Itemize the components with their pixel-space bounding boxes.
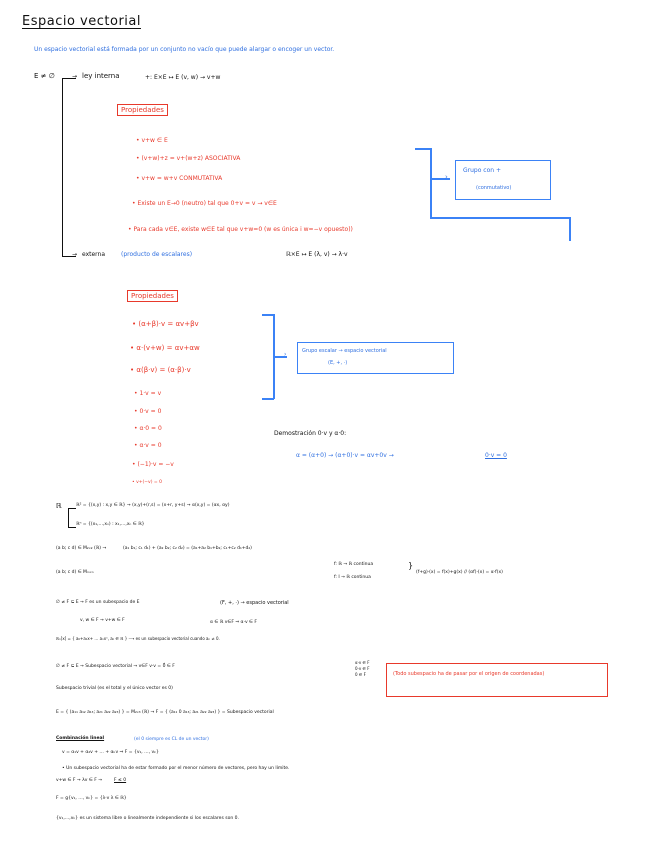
combinacion-closure-result: F ≤ 0 [114,778,127,783]
brace-icon: } [408,561,414,570]
arrow-right-icon: › [445,173,448,181]
r2-definition: ℝ² = {(x,y) : x,y ∈ ℝ} → (x,y)+(r,s) = (x+r, y+s) → α(x,y) = (αx, αy) [76,503,230,508]
prop-item: • Para cada v∈E, existe w∈E tal que v+w=0 (w es única i w=−v opuesto)) [128,226,353,233]
prop-item: • Existe un E→0 (neutro) tal que 0+v = v → v∈E [132,200,277,207]
arrow-right-icon: → [72,251,78,258]
group-box-interna [455,160,551,200]
definition-text: Un espacio vectorial está formada por un conjunto no vacío que puede alargar o encoger un vector. [34,46,335,53]
subspace-closure-scalar: α ∈ ℝ v∈F ⇒ α·v ∈ F [210,620,257,625]
arrow-right-icon: → [72,73,78,80]
matrix-mxn: (a b; c d) ∈ Mₘₓₙ [56,570,94,575]
generated-subspace: F = g{v₁, …, vₖ} = {λ·v λ ∈ ℝ} [56,796,127,801]
bracket-vertical [430,148,432,218]
prop-item: • α·(v+w) = αv+αw [130,344,200,352]
prop-item: • v+(−v) = 0 [132,480,162,485]
bracket-end [569,217,571,241]
subspace-condition: ∅ ≠ F ⊆ E → Subespacio vectorial → v∈F v·v = 0⃗ ∈ F [56,664,175,669]
subspace-def: ∅ ≠ F ⊆ E → F es un subespacio de E [56,600,140,605]
polynomial-space: ℝₙ[x] = { a₀+a₁x+ … aₙxⁿ, aₙ ∈ ℝ } ⟶ es un subespacio vectorial cuando aₙ ≠ 0. [56,636,220,641]
trivial-subspace: Subespacio trivial (es el total y el único vector es 0) [56,686,173,691]
prop-item: • (v+w)+z = v+(w+z) ASOCIATIVA [136,155,241,162]
reals-label: ℝ [56,502,62,510]
combinacion-bullet: • Un subespacio vectorial ha de estar formado por el menor número de vectores, pero hay un límite. [62,766,290,771]
tree-vertical-line [68,508,69,528]
subspace-closure-sum: v, w ∈ F → v+w ∈ F [80,618,125,623]
linear-independence: {v₁,…,vₖ} es un sistema libre o linealmente independiente si los escalares son 0. [56,816,239,821]
bracket-bottom [430,217,570,219]
ley-externa-formula: ℝ×E ↦ E (λ, v) → λ·v [286,251,348,258]
propiedades-heading: Propiedades [127,290,178,302]
origin-note-box [386,663,608,697]
origin-note: (Todo subespacio ha de pasar por el origen de coordenadas) [393,671,545,677]
combinacion-closure: v+w ∈ F → λv ∈ F → [56,778,103,783]
stack-line: 0 ∈ F [355,672,366,677]
stack-line: α·v ∈ F [355,660,370,665]
matrix-sum: (a₁ b₁; c₁ d₁) + (a₂ b₂; c₂ d₂) = (a₁+a₂ b₁+b₂; c₁+c₂ d₁+d₂) [123,546,252,551]
prop-item: • 1·v = v [134,390,162,397]
tree-branch [68,508,76,509]
prop-item: • α(β·v) = (α·β)·v [130,366,191,374]
group-box-line: (E, +, ·) [328,360,348,366]
prop-item: • (−1)·v = −v [132,461,174,468]
prop-item: • α·v = 0 [134,442,162,449]
prop-item: • (α+β)·v = αv+βv [132,320,199,328]
subspace-stack [355,660,370,678]
demostracion-result: 0·v = 0 [485,452,507,459]
tree-vertical-line [62,78,63,256]
propiedades-heading: Propiedades [117,104,168,116]
combinacion-note: (el 0 siempre es CL de un vector) [134,737,209,742]
ley-interna-formula: +: E×E ↦ E (v, w) → v+w [145,74,221,81]
group-box-line: (conmutativo) [476,185,512,191]
matrix-membership: (a b; c d) ∈ M₂ₓ₂ (ℝ) → [56,546,107,551]
bracket-top [415,148,431,150]
arrow-right-icon: › [284,351,287,358]
prop-item: • 0·v = 0 [134,408,162,415]
function-continuous: f: I → ℝ continua [334,575,371,580]
bracket-bottom [262,398,274,400]
group-box-externa [297,342,454,374]
demostracion-title: Demostración 0·v y α·0: [274,430,347,437]
group-box-line: Grupo escalar → espacio vectorial [302,348,387,354]
page-title: Espacio vectorial [22,14,141,29]
prop-item: • v+w ∈ E [136,137,168,144]
ley-externa-label: externa [82,251,106,258]
rn-definition: ℝⁿ = {(x₁,…,xₙ) : x₁,…,xₙ ∈ ℝ} [76,522,145,527]
tree-branch [68,527,76,528]
prop-item: • α·0 = 0 [134,425,162,432]
group-box-line: Grupo con + [463,167,502,174]
subspace-def-right: (F, +, ·) → espacio vectorial [220,600,289,606]
function-operations: (f+g)·(x) = f(x)+g(x) // (αf)·(x) = α·f(x) [416,570,503,575]
combinacion-formula: v = α₁v + α₂v + … + αₖv ⇒ F = {v₁, …, vₖ} [62,750,159,755]
ley-externa-note: (producto de escalares) [121,251,193,258]
matrix-subspace-example: E = { (a₁₁ a₁₂ a₁₃; a₂₁ a₂₂ a₂₃) } = M₂ₓ₃ (ℝ) → F = { (a₁₁ 0 a₁₃; a₂₁ a₂₂ a₂₃) } = Subespacio vectorial [56,710,274,715]
ley-interna-label: ley interna [82,72,120,80]
stack-line: 0·v ∈ F [355,666,370,671]
nonempty-set: E ≠ ∅ [34,72,55,80]
function-continuous: f: ℝ → ℝ continua [334,562,374,567]
combinacion-title: Combinación lineal [56,736,105,741]
demostracion-formula: α = (α+0) → (α+0)·v = αv+0v → [296,452,394,459]
prop-item: • v+w = w+v CONMUTATIVA [136,175,223,182]
